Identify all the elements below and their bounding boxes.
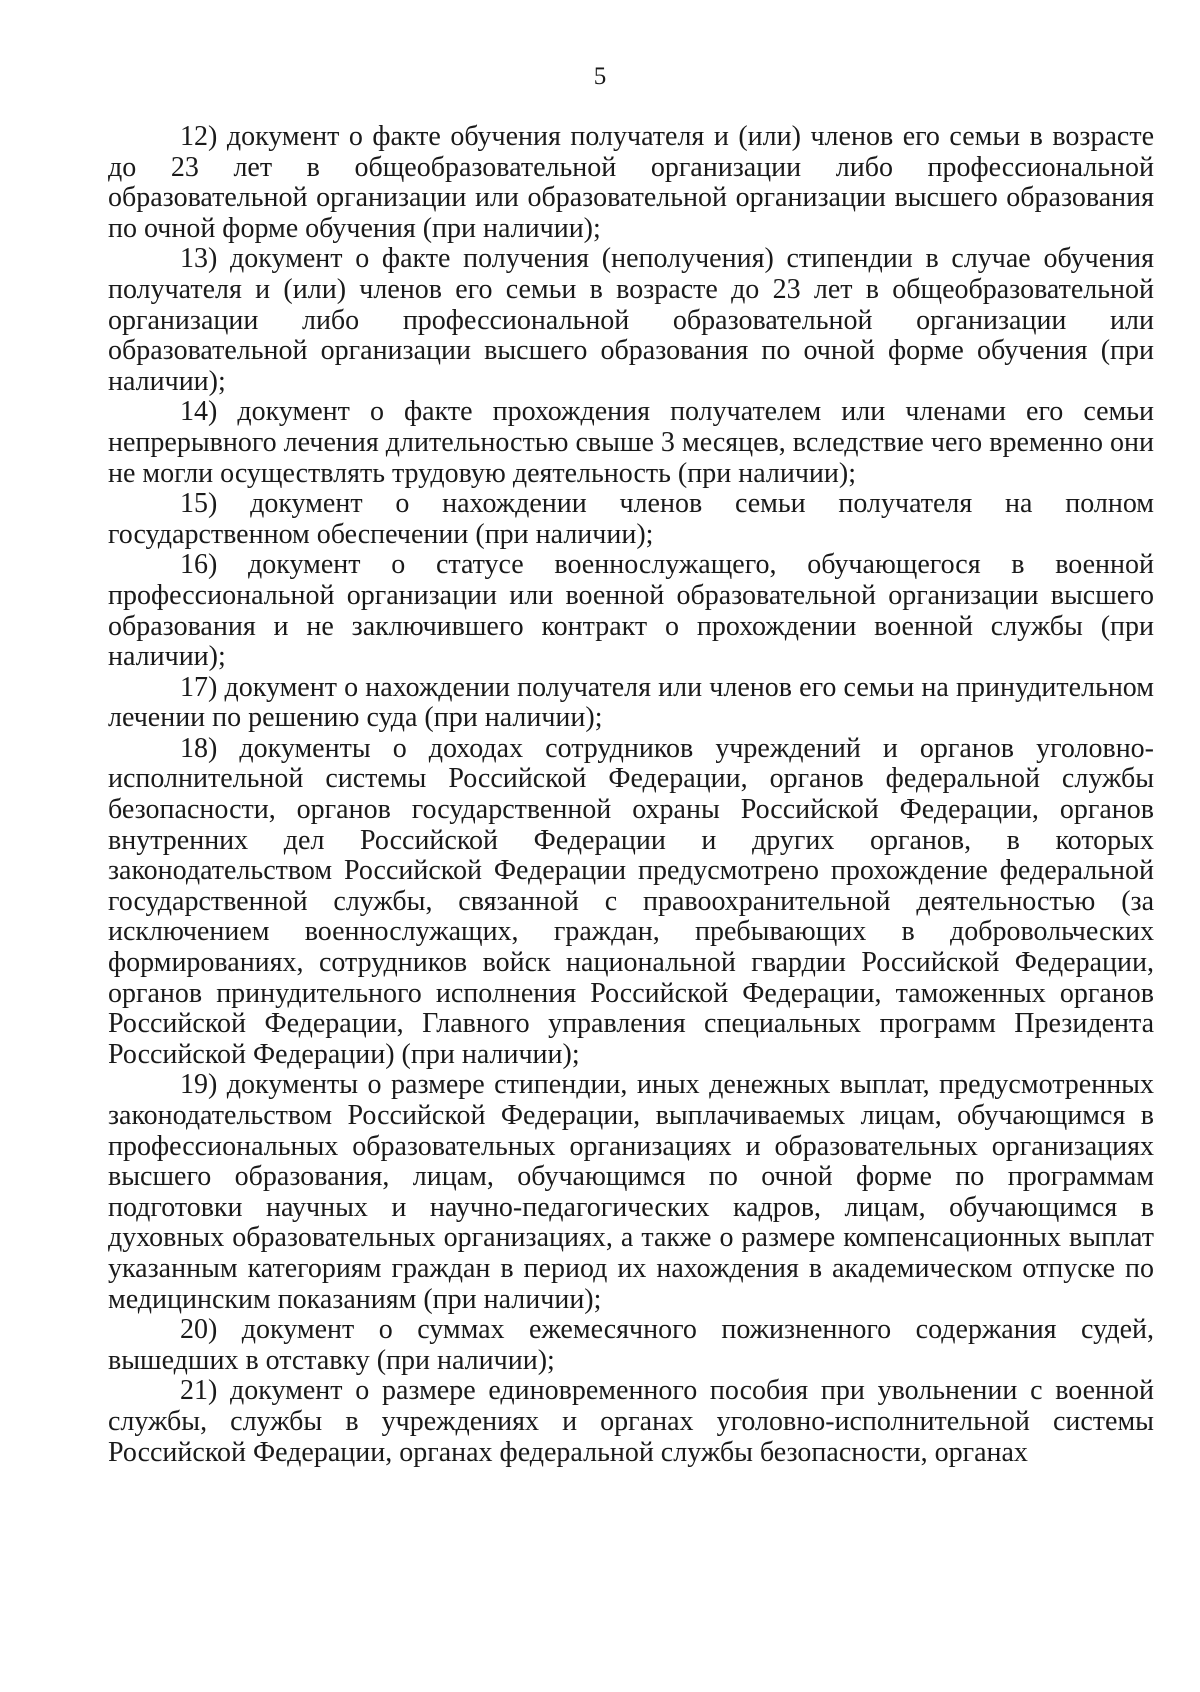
list-item-12: 12) документ о факте обучения получателя и (или) членов его семьи в возрасте до 23 лет в общеобразовательной организации либо профессиональной образовательной организации или образовательной организации высшего образования по очной форме обучения (при наличии); [108,121,1154,244]
list-item-15: 15) документ о нахождении членов семьи получателя на полном государственном обеспечении (при наличии); [108,488,1154,550]
document-body [108,122,1154,1468]
list-item-14: 14) документ о факте прохождения получателем или членами его семьи непрерывного лечения длительностью свыше 3 месяцев, вследствие чего временно они не могли осуществлять трудовую деятельность (при наличии); [108,396,1154,489]
list-item-16: 16) документ о статусе военнослужащего, обучающегося в военной профессиональной организации или военной образовательной организации высшего образования и не заключившего контракт о прохождении военной службы (при наличии); [108,549,1154,673]
list-item-19: 19) документы о размере стипендии, иных денежных выплат, предусмотренных законодательством Российской Федерации, выплачиваемых лицам, обучающимся в профессиональных образовательных организациях и образовательных организациях высшего образования, лицам, обучающимся по очной форме по программам подготовки научных и научно-педагогических кадров, лицам, обучающимся в духовных образовательных организациях, а также о размере компенсационных выплат указанным категориям граждан в период их нахождения в академическом отпуске по медицинским показаниям (при наличии); [108,1069,1154,1315]
list-item-13: 13) документ о факте получения (неполучения) стипендии в случае обучения получателя и (или) членов его семьи в возрасте до 23 лет в общеобразовательной организации либо профессиональной образовательной организации или образовательной организации высшего образования по очной форме обучения (при наличии); [108,243,1154,397]
list-item-20: 20) документ о суммах ежемесячного пожизненного содержания судей, вышедших в отставку (при наличии); [108,1314,1154,1376]
list-item-18: 18) документы о доходах сотрудников учреждений и органов уголовно-исполнительной системы Российской Федерации, органов федеральной службы безопасности, органов государственной охраны Российской Федерации, органов внутренних дел Российской Федерации и других органов, в которых законодательством Российской Федерации предусмотрено прохождение федеральной государственной службы, связанной с правоохранительной деятельностью (за исключением военнослужащих, граждан, пребывающих в добровольческих формированиях, сотрудников войск национальной гвардии Российской Федерации, органов принудительного исполнения Российской Федерации, таможенных органов Российской Федерации, Главного управления специальных программ Президента Российской Федерации) (при наличии); [108,732,1154,1070]
list-item-21: 21) документ о размере единовременного пособия при увольнении с военной службы, службы в учреждениях и органах уголовно-исполнительной системы Российской Федерации, органах федеральной службы безопасности, органах [108,1375,1154,1468]
page-number: 5 [593,63,607,90]
list-item-17: 17) документ о нахождении получателя или членов его семьи на принудительном лечении по решению суда (при наличии); [108,671,1154,734]
